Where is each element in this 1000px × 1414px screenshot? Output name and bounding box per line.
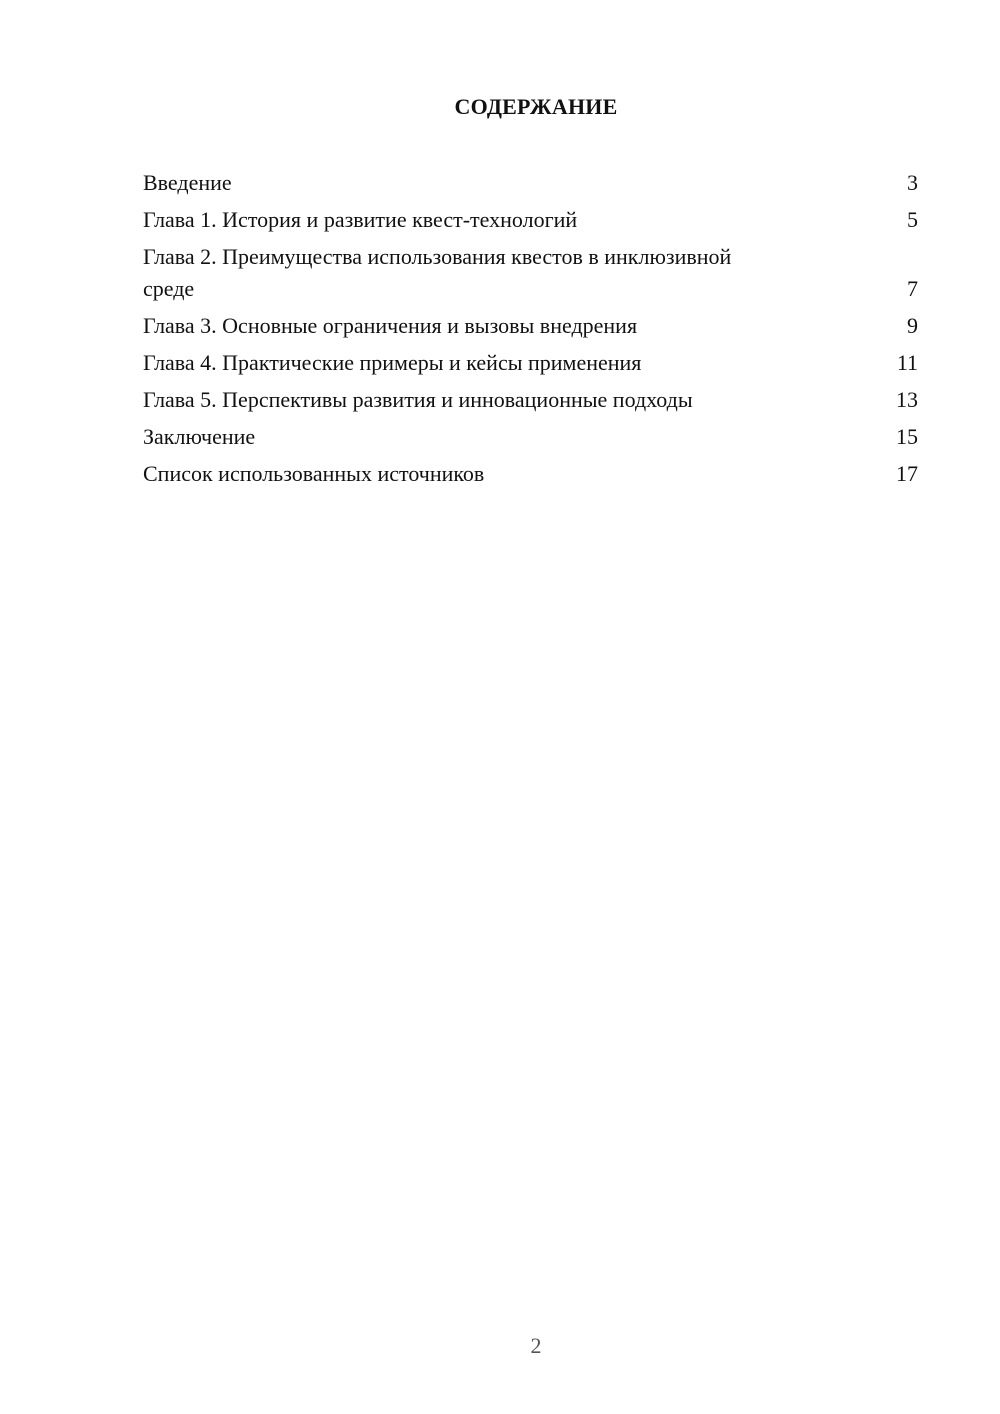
toc-entry-label: Заключение [143, 424, 256, 449]
toc-entry-page: 5 [907, 207, 918, 232]
toc-entry-conclusion[interactable] [143, 421, 918, 453]
toc-entry-page: 17 [896, 461, 918, 486]
toc-entry-introduction[interactable] [143, 167, 918, 199]
toc-entry-label: Список использованных источников [143, 461, 485, 486]
toc-entry-label: Глава 2. Преимущества использования квестов в инклюзивной среде [143, 244, 732, 301]
toc-entry-chapter-1[interactable] [143, 204, 918, 236]
toc-entry-page: 13 [896, 387, 918, 412]
toc-entry-page: 11 [896, 350, 918, 375]
toc-entry-chapter-5[interactable] [143, 384, 918, 416]
toc-title: СОДЕРЖАНИЕ [454, 94, 618, 119]
toc-entry-references[interactable] [143, 458, 918, 490]
table-of-contents [143, 167, 918, 495]
toc-entry-label: Глава 4. Практические примеры и кейсы применения [143, 350, 642, 375]
toc-entry-chapter-2[interactable] [143, 241, 918, 305]
toc-entry-page: 3 [907, 170, 918, 195]
toc-entry-label: Глава 3. Основные ограничения и вызовы внедрения [143, 313, 638, 338]
toc-entry-chapter-3[interactable] [143, 310, 918, 342]
toc-entry-label: Глава 5. Перспективы развития и инновационные подходы [143, 387, 693, 412]
toc-entry-chapter-4[interactable] [143, 347, 918, 379]
toc-entry-page: 9 [907, 313, 918, 338]
toc-entry-page: 7 [907, 276, 918, 301]
page-number: 2 [530, 1333, 542, 1358]
toc-entry-page: 15 [896, 424, 918, 449]
toc-entry-label: Введение [143, 170, 232, 195]
toc-entry-label: Глава 1. История и развитие квест-технологий [143, 207, 578, 232]
